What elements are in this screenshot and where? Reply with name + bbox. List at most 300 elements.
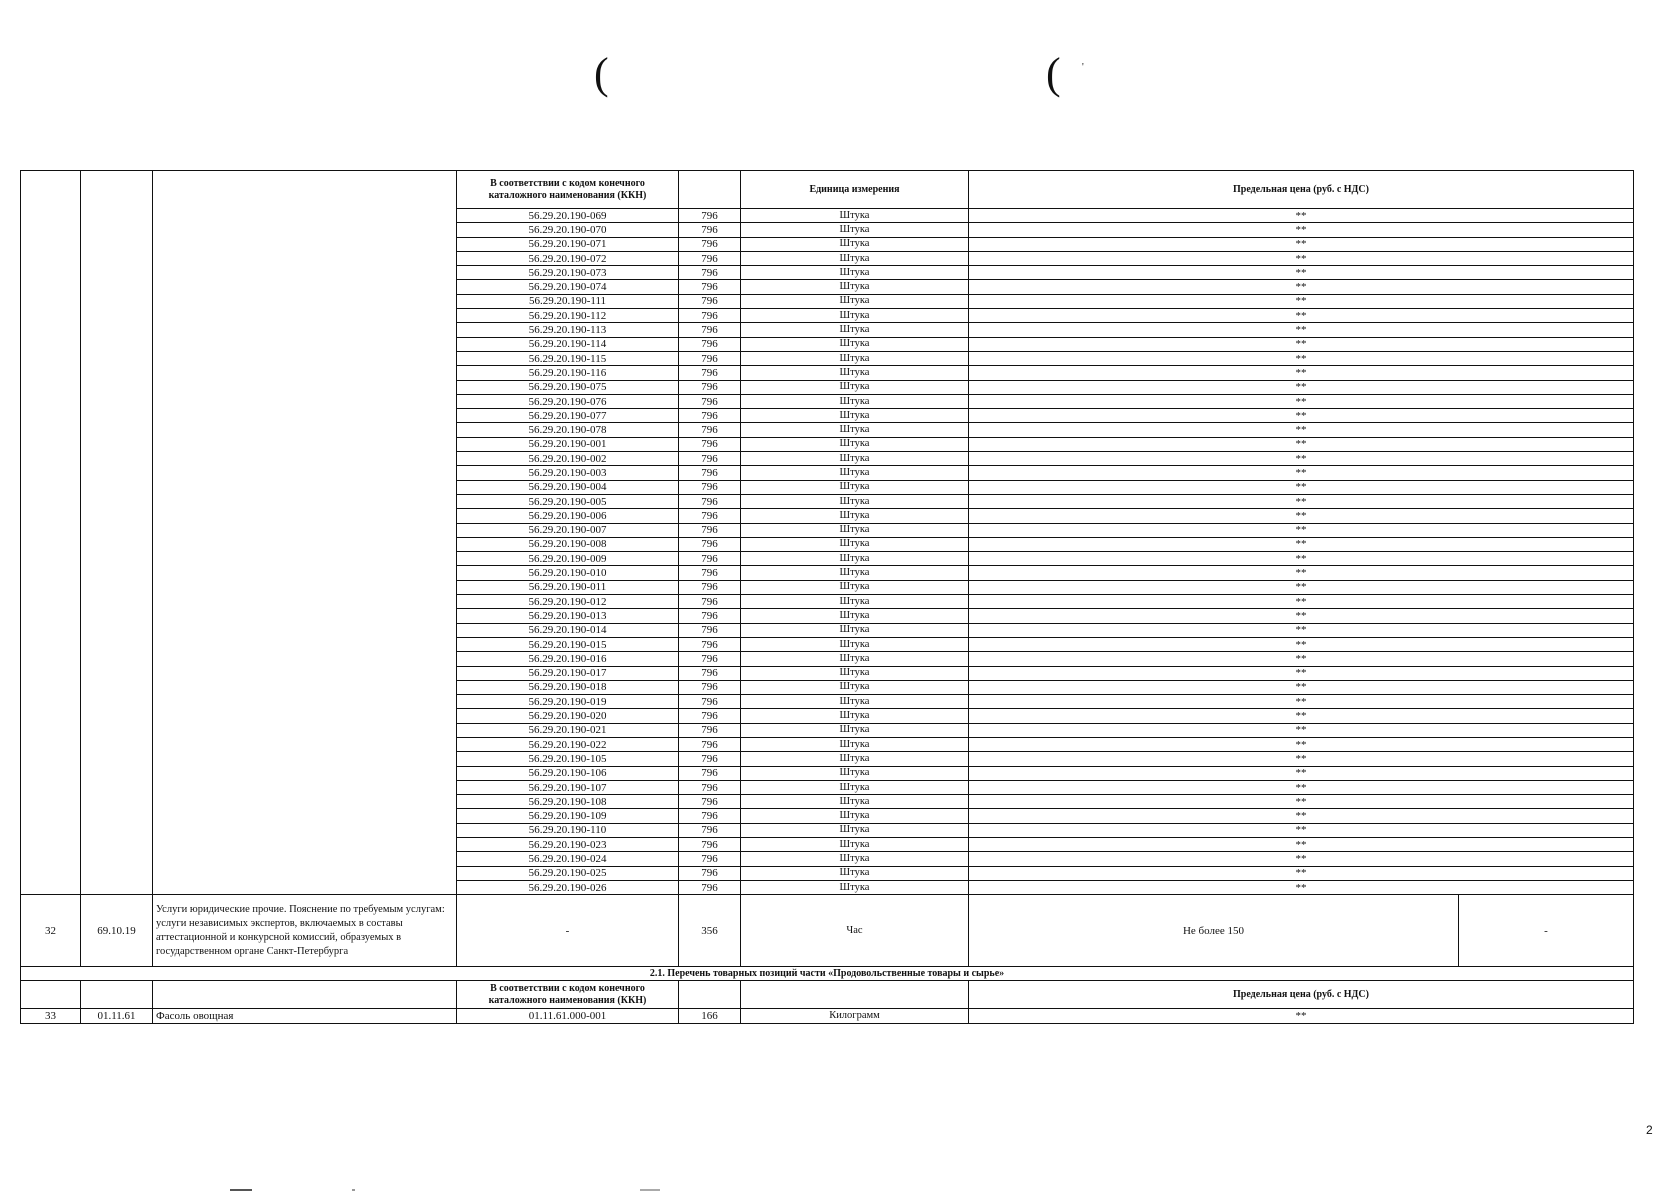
okei-code-cell: 796	[679, 737, 741, 751]
kkn-code-cell: 56.29.20.190-071	[457, 237, 679, 251]
row33-unit: Килограмм	[741, 1009, 969, 1023]
empty-desc-cell	[153, 838, 457, 852]
table-row	[21, 266, 1634, 280]
empty-num-cell	[21, 380, 81, 394]
unit-cell: Штука	[741, 251, 969, 265]
kkn-code-cell: 56.29.20.190-111	[457, 294, 679, 308]
unit-cell: Штука	[741, 294, 969, 308]
table-row	[21, 623, 1634, 637]
empty-num-cell	[21, 466, 81, 480]
okei-code-cell: 796	[679, 423, 741, 437]
empty-num-cell	[21, 709, 81, 723]
row32-kkn: -	[457, 895, 679, 967]
unit-cell: Штука	[741, 866, 969, 880]
empty-desc-cell	[153, 880, 457, 894]
kkn-code-cell: 56.29.20.190-019	[457, 695, 679, 709]
okei-code-cell: 796	[679, 409, 741, 423]
empty-desc-cell	[153, 409, 457, 423]
price-cell: **	[969, 280, 1634, 294]
unit-cell: Штука	[741, 766, 969, 780]
header-row-2	[21, 981, 1634, 1009]
empty-okpd-cell	[81, 337, 153, 351]
empty-num-cell	[21, 209, 81, 223]
table-row	[21, 723, 1634, 737]
kkn-code-cell: 56.29.20.190-106	[457, 766, 679, 780]
unit-cell: Штука	[741, 437, 969, 451]
row33-price: **	[969, 1009, 1634, 1023]
table-row	[21, 866, 1634, 880]
price-cell: **	[969, 780, 1634, 794]
empty-desc-cell	[153, 580, 457, 594]
table-row	[21, 766, 1634, 780]
empty-okpd-cell	[81, 880, 153, 894]
empty-okpd-cell	[81, 509, 153, 523]
empty-okpd-cell	[81, 737, 153, 751]
price-cell: **	[969, 695, 1634, 709]
table-row-33	[21, 1009, 1634, 1023]
empty-num-cell	[21, 251, 81, 265]
scan-mark-paren-left: (	[594, 49, 609, 98]
empty-desc-cell	[153, 823, 457, 837]
empty-okpd-cell	[81, 452, 153, 466]
okei-code-cell: 796	[679, 680, 741, 694]
table-row	[21, 480, 1634, 494]
kkn-code-cell: 56.29.20.190-007	[457, 523, 679, 537]
empty-num-cell	[21, 666, 81, 680]
kkn-code-cell: 56.29.20.190-014	[457, 623, 679, 637]
okei-code-cell: 796	[679, 480, 741, 494]
table-row	[21, 309, 1634, 323]
empty-okpd-cell	[81, 766, 153, 780]
table-row	[21, 637, 1634, 651]
empty-okpd-cell	[81, 866, 153, 880]
section-row	[21, 967, 1634, 981]
empty-okpd-cell	[81, 523, 153, 537]
kkn-code-cell: 56.29.20.190-021	[457, 723, 679, 737]
empty-num-cell	[21, 423, 81, 437]
kkn-code-cell: 56.29.20.190-116	[457, 366, 679, 380]
unit-cell: Штука	[741, 552, 969, 566]
table-row	[21, 666, 1634, 680]
empty-num-cell	[21, 337, 81, 351]
okei-code-cell: 796	[679, 223, 741, 237]
table-row	[21, 380, 1634, 394]
okei-code-cell: 796	[679, 366, 741, 380]
unit-cell: Штука	[741, 309, 969, 323]
row33-num: 33	[21, 1009, 81, 1023]
empty-okpd-cell	[81, 637, 153, 651]
okei-code-cell: 796	[679, 852, 741, 866]
price-cell: **	[969, 609, 1634, 623]
unit-cell: Штука	[741, 452, 969, 466]
table-row	[21, 580, 1634, 594]
empty-okpd-cell	[81, 852, 153, 866]
empty-desc-cell	[153, 595, 457, 609]
unit-cell: Штука	[741, 380, 969, 394]
empty-desc-cell	[153, 237, 457, 251]
empty-num-cell	[21, 652, 81, 666]
header2-num-cell	[21, 981, 81, 1009]
empty-okpd-cell	[81, 251, 153, 265]
header-num-cell	[21, 171, 81, 209]
unit-cell: Штука	[741, 880, 969, 894]
okei-code-cell: 796	[679, 823, 741, 837]
empty-desc-cell	[153, 423, 457, 437]
okei-code-cell: 796	[679, 566, 741, 580]
empty-okpd-cell	[81, 494, 153, 508]
kkn-code-cell: 56.29.20.190-078	[457, 423, 679, 437]
kkn-code-cell: 56.29.20.190-004	[457, 480, 679, 494]
empty-desc-cell	[153, 666, 457, 680]
okei-code-cell: 796	[679, 595, 741, 609]
kkn-code-cell: 56.29.20.190-008	[457, 537, 679, 551]
empty-desc-cell	[153, 537, 457, 551]
kkn-code-cell: 56.29.20.190-002	[457, 452, 679, 466]
empty-num-cell	[21, 480, 81, 494]
unit-cell: Штука	[741, 737, 969, 751]
row32-num: 32	[21, 895, 81, 967]
okei-code-cell: 796	[679, 537, 741, 551]
unit-cell: Штука	[741, 237, 969, 251]
row32-extra: -	[1459, 895, 1634, 967]
unit-cell: Штука	[741, 466, 969, 480]
empty-okpd-cell	[81, 780, 153, 794]
empty-okpd-cell	[81, 809, 153, 823]
okei-code-cell: 796	[679, 466, 741, 480]
okei-code-cell: 796	[679, 509, 741, 523]
okei-code-cell: 796	[679, 266, 741, 280]
kkn-code-cell: 56.29.20.190-076	[457, 394, 679, 408]
unit-cell: Штука	[741, 623, 969, 637]
kkn-code-cell: 56.29.20.190-010	[457, 566, 679, 580]
kkn-code-cell: 56.29.20.190-015	[457, 637, 679, 651]
price-cell: **	[969, 494, 1634, 508]
empty-okpd-cell	[81, 752, 153, 766]
empty-desc-cell	[153, 309, 457, 323]
empty-num-cell	[21, 294, 81, 308]
empty-num-cell	[21, 452, 81, 466]
table-row	[21, 752, 1634, 766]
unit-cell: Штука	[741, 852, 969, 866]
empty-num-cell	[21, 237, 81, 251]
table-row	[21, 394, 1634, 408]
kkn-code-cell: 56.29.20.190-009	[457, 552, 679, 566]
section-title: 2.1. Перечень товарных позиций части «Продовольственные товары и сырье»	[21, 967, 1634, 981]
empty-desc-cell	[153, 695, 457, 709]
kkn-code-cell: 56.29.20.190-070	[457, 223, 679, 237]
row32-price: Не более 150	[969, 895, 1459, 967]
okei-code-cell: 796	[679, 609, 741, 623]
empty-num-cell	[21, 680, 81, 694]
unit-cell: Штука	[741, 809, 969, 823]
table-row	[21, 251, 1634, 265]
empty-num-cell	[21, 537, 81, 551]
table-row	[21, 523, 1634, 537]
kkn-code-cell: 56.29.20.190-109	[457, 809, 679, 823]
price-cell: **	[969, 809, 1634, 823]
kkn-code-cell: 56.29.20.190-003	[457, 466, 679, 480]
okei-code-cell: 796	[679, 209, 741, 223]
header2-unit-cell	[741, 981, 969, 1009]
okei-code-cell: 796	[679, 351, 741, 365]
kkn-code-cell: 56.29.20.190-108	[457, 795, 679, 809]
empty-okpd-cell	[81, 223, 153, 237]
empty-num-cell	[21, 351, 81, 365]
table-row	[21, 595, 1634, 609]
row33-kkn: 01.11.61.000-001	[457, 1009, 679, 1023]
empty-desc-cell	[153, 523, 457, 537]
kkn-code-cell: 56.29.20.190-075	[457, 380, 679, 394]
okei-code-cell: 796	[679, 523, 741, 537]
kkn-code-cell: 56.29.20.190-114	[457, 337, 679, 351]
unit-cell: Штука	[741, 752, 969, 766]
empty-desc-cell	[153, 552, 457, 566]
row32-okei: 356	[679, 895, 741, 967]
price-cell: **	[969, 709, 1634, 723]
empty-desc-cell	[153, 466, 457, 480]
header-kkn: В соответствии с кодом конечного каталожного наименования (ККН)	[457, 171, 679, 209]
price-cell: **	[969, 652, 1634, 666]
price-cell: **	[969, 752, 1634, 766]
okei-code-cell: 796	[679, 652, 741, 666]
table-row-32	[21, 895, 1634, 967]
kkn-code-cell: 56.29.20.190-006	[457, 509, 679, 523]
empty-okpd-cell	[81, 309, 153, 323]
price-cell: **	[969, 266, 1634, 280]
empty-num-cell	[21, 552, 81, 566]
unit-cell: Штука	[741, 366, 969, 380]
unit-cell: Штука	[741, 409, 969, 423]
empty-desc-cell	[153, 452, 457, 466]
table-row	[21, 337, 1634, 351]
okei-code-cell: 796	[679, 452, 741, 466]
price-cell: **	[969, 251, 1634, 265]
table-row	[21, 437, 1634, 451]
okei-code-cell: 796	[679, 666, 741, 680]
price-cell: **	[969, 737, 1634, 751]
okei-code-cell: 796	[679, 323, 741, 337]
header-okei-cell	[679, 171, 741, 209]
unit-cell: Штука	[741, 337, 969, 351]
table-row	[21, 209, 1634, 223]
unit-cell: Штука	[741, 637, 969, 651]
empty-okpd-cell	[81, 566, 153, 580]
empty-okpd-cell	[81, 652, 153, 666]
table-row	[21, 780, 1634, 794]
price-cell: **	[969, 366, 1634, 380]
empty-desc-cell	[153, 223, 457, 237]
empty-desc-cell	[153, 251, 457, 265]
unit-cell: Штука	[741, 566, 969, 580]
kkn-code-cell: 56.29.20.190-025	[457, 866, 679, 880]
empty-num-cell	[21, 409, 81, 423]
table-row	[21, 737, 1634, 751]
price-cell: **	[969, 209, 1634, 223]
price-cell: **	[969, 795, 1634, 809]
empty-desc-cell	[153, 437, 457, 451]
empty-desc-cell	[153, 680, 457, 694]
empty-num-cell	[21, 437, 81, 451]
table-row	[21, 566, 1634, 580]
empty-num-cell	[21, 394, 81, 408]
kkn-code-cell: 56.29.20.190-011	[457, 580, 679, 594]
price-cell: **	[969, 623, 1634, 637]
scan-mark-tick: '	[1082, 62, 1084, 73]
price-table	[20, 170, 1634, 1024]
kkn-code-cell: 56.29.20.190-024	[457, 852, 679, 866]
empty-num-cell	[21, 766, 81, 780]
empty-okpd-cell	[81, 695, 153, 709]
empty-num-cell	[21, 280, 81, 294]
empty-desc-cell	[153, 780, 457, 794]
price-cell: **	[969, 437, 1634, 451]
kkn-code-cell: 56.29.20.190-012	[457, 595, 679, 609]
okei-code-cell: 796	[679, 380, 741, 394]
empty-num-cell	[21, 609, 81, 623]
empty-okpd-cell	[81, 366, 153, 380]
kkn-code-cell: 56.29.20.190-018	[457, 680, 679, 694]
header-desc-cell	[153, 171, 457, 209]
price-cell: **	[969, 309, 1634, 323]
empty-num-cell	[21, 838, 81, 852]
empty-desc-cell	[153, 652, 457, 666]
kkn-code-cell: 56.29.20.190-017	[457, 666, 679, 680]
header-price: Предельная цена (руб. с НДС)	[969, 171, 1634, 209]
empty-num-cell	[21, 780, 81, 794]
header2-desc-cell	[153, 981, 457, 1009]
empty-num-cell	[21, 523, 81, 537]
empty-desc-cell	[153, 266, 457, 280]
empty-okpd-cell	[81, 209, 153, 223]
unit-cell: Штука	[741, 709, 969, 723]
kkn-code-cell: 56.29.20.190-073	[457, 266, 679, 280]
unit-cell: Штука	[741, 480, 969, 494]
price-cell: **	[969, 523, 1634, 537]
table-row	[21, 709, 1634, 723]
price-cell: **	[969, 509, 1634, 523]
price-cell: **	[969, 880, 1634, 894]
table-row	[21, 680, 1634, 694]
unit-cell: Штука	[741, 695, 969, 709]
price-cell: **	[969, 237, 1634, 251]
empty-okpd-cell	[81, 380, 153, 394]
okei-code-cell: 796	[679, 337, 741, 351]
okei-code-cell: 796	[679, 809, 741, 823]
empty-num-cell	[21, 695, 81, 709]
price-cell: **	[969, 337, 1634, 351]
empty-okpd-cell	[81, 437, 153, 451]
unit-cell: Штука	[741, 795, 969, 809]
empty-num-cell	[21, 494, 81, 508]
empty-num-cell	[21, 880, 81, 894]
kkn-code-cell: 56.29.20.190-001	[457, 437, 679, 451]
table-row	[21, 880, 1634, 894]
empty-okpd-cell	[81, 680, 153, 694]
okei-code-cell: 796	[679, 237, 741, 251]
okei-code-cell: 796	[679, 838, 741, 852]
kkn-code-cell: 56.29.20.190-026	[457, 880, 679, 894]
okei-code-cell: 796	[679, 251, 741, 265]
empty-desc-cell	[153, 752, 457, 766]
row33-okpd: 01.11.61	[81, 1009, 153, 1023]
unit-cell: Штука	[741, 680, 969, 694]
unit-cell: Штука	[741, 280, 969, 294]
empty-desc-cell	[153, 380, 457, 394]
okei-code-cell: 796	[679, 309, 741, 323]
kkn-code-cell: 56.29.20.190-020	[457, 709, 679, 723]
empty-okpd-cell	[81, 266, 153, 280]
empty-num-cell	[21, 752, 81, 766]
table-row	[21, 537, 1634, 551]
price-cell: **	[969, 838, 1634, 852]
unit-cell: Штука	[741, 509, 969, 523]
table-row	[21, 452, 1634, 466]
table-row	[21, 652, 1634, 666]
empty-desc-cell	[153, 280, 457, 294]
empty-desc-cell	[153, 809, 457, 823]
empty-okpd-cell	[81, 595, 153, 609]
price-cell: **	[969, 580, 1634, 594]
row32-unit: Час	[741, 895, 969, 967]
kkn-code-cell: 56.29.20.190-072	[457, 251, 679, 265]
okei-code-cell: 796	[679, 880, 741, 894]
empty-num-cell	[21, 823, 81, 837]
empty-desc-cell	[153, 866, 457, 880]
header2-okei-cell	[679, 981, 741, 1009]
table-row	[21, 695, 1634, 709]
okei-code-cell: 796	[679, 709, 741, 723]
table-row	[21, 351, 1634, 365]
price-cell: **	[969, 409, 1634, 423]
unit-cell: Штука	[741, 580, 969, 594]
okei-code-cell: 796	[679, 294, 741, 308]
price-cell: **	[969, 666, 1634, 680]
okei-code-cell: 796	[679, 394, 741, 408]
okei-code-cell: 796	[679, 623, 741, 637]
price-cell: **	[969, 852, 1634, 866]
table-row	[21, 223, 1634, 237]
empty-num-cell	[21, 723, 81, 737]
price-cell: **	[969, 537, 1634, 551]
table-row	[21, 838, 1634, 852]
kkn-code-cell: 56.29.20.190-113	[457, 323, 679, 337]
empty-num-cell	[21, 737, 81, 751]
empty-num-cell	[21, 566, 81, 580]
kkn-code-cell: 56.29.20.190-022	[457, 737, 679, 751]
page-number: 2	[1646, 1123, 1653, 1137]
table-row	[21, 795, 1634, 809]
empty-okpd-cell	[81, 838, 153, 852]
price-cell: **	[969, 823, 1634, 837]
price-cell: **	[969, 866, 1634, 880]
table-row	[21, 294, 1634, 308]
unit-cell: Штука	[741, 323, 969, 337]
empty-desc-cell	[153, 766, 457, 780]
unit-cell: Штука	[741, 666, 969, 680]
okei-code-cell: 796	[679, 280, 741, 294]
price-cell: **	[969, 680, 1634, 694]
unit-cell: Штука	[741, 780, 969, 794]
empty-desc-cell	[153, 480, 457, 494]
empty-desc-cell	[153, 509, 457, 523]
kkn-code-cell: 56.29.20.190-013	[457, 609, 679, 623]
empty-okpd-cell	[81, 351, 153, 365]
header-unit: Единица измерения	[741, 171, 969, 209]
kkn-code-cell: 56.29.20.190-105	[457, 752, 679, 766]
table-row	[21, 280, 1634, 294]
empty-num-cell	[21, 509, 81, 523]
unit-cell: Штука	[741, 838, 969, 852]
